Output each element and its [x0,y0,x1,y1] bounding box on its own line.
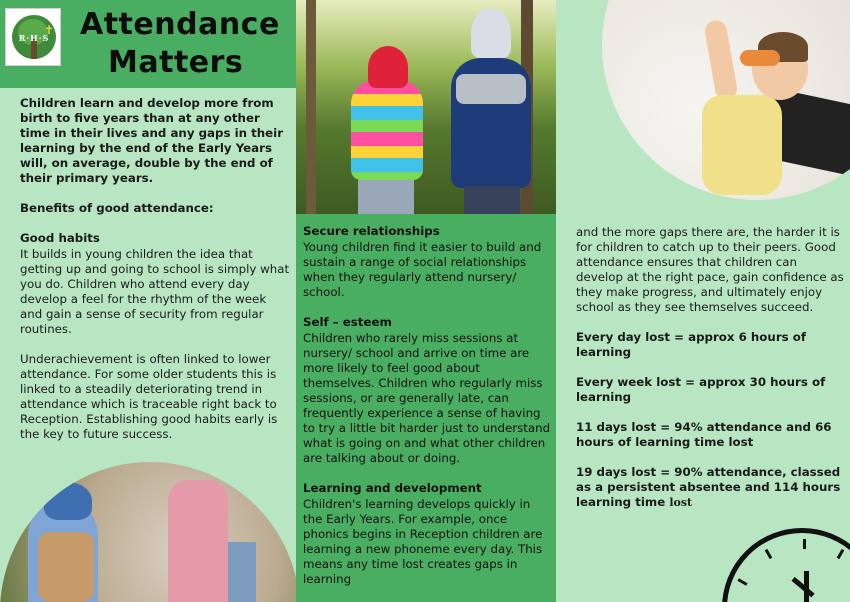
underachievement-text: Underachievement is often linked to lower attendance. For some older students this is linked to a steadily deteriorating trend in attendance which is traceable right back to Reception. Establishing good habits early is the key to future success. [20,352,278,441]
photo-superhero-boy [602,0,850,200]
intro-paragraph: Children learn and develop more from birth to five years than at any other time in their lives and any gaps in their learning by the end of the Early Years will, on average, double by the end of their primary years. [20,96,284,185]
stat-11-days: 11 days lost = 94% attendance and 66 hours of learning time lost [576,420,832,449]
stat-19-days-tail: lost [669,496,693,509]
photo-cap [44,482,92,520]
photo-child1-legs [358,180,414,214]
clock-tick [765,549,773,559]
self-esteem-heading: Self – esteem [303,315,392,329]
photo-child2-legs [464,186,520,214]
good-habits-text: It builds in young children the idea that getting up and going to school is simply what you do. Children who attend every day develop a feel for the rhythm of the week and gain a sense of security from regular routines. [20,247,290,336]
photo-scarf [456,74,526,104]
clock-tick [837,549,845,559]
stat-every-day: Every day lost = approx 6 hours of learning [576,330,806,359]
continuation-text: and the more gaps there are, the harder it is for children to catch up to their peers. Good attendance ensures that children can develop at the right pace, gain confidence as they make progress, and ultimately enjoy school as they see themselves succeed. [576,225,844,314]
middle-text-block [303,224,551,587]
photo-raised-arm [703,19,739,102]
school-logo [5,8,61,66]
right-panel [556,0,850,602]
photo-child-rainbow-coat [351,80,423,180]
secure-heading: Secure relationships [303,224,440,238]
photo-walking-to-school [0,462,296,602]
photo-children-woods [296,0,556,214]
good-habits-heading: Good habits [20,231,100,245]
title-line1: Attendance [80,7,280,42]
photo-yellow-shirt [702,95,782,195]
stat-every-week: Every week lost = approx 30 hours of learning [576,375,826,404]
photo-adult [168,480,228,602]
photo-tree-left [306,0,316,214]
clock-tick [803,539,806,549]
page-title [80,6,290,82]
left-panel [0,0,296,602]
stat-19-days-main: 19 days lost = 90% attendance, classed as a persistent absentee and 114 hours learning time [576,465,841,509]
clock-tick [737,578,747,586]
photo-grey-hat [471,8,511,58]
learning-heading: Learning and development [303,481,482,495]
right-text-block [576,224,844,510]
secure-text: Young children find it easier to build and sustain a range of social relationships when they regularly attend nursery/ school. [303,240,542,299]
middle-panel [296,0,556,602]
photo-backpack [38,532,94,602]
stat-19-days [576,465,844,510]
logo-text: R·H·S [18,33,50,43]
photo-red-hat [368,46,408,88]
learning-text: Children's learning develops quickly in the Early Years. For example, once phonics begins in Reception children are learning a new phoneme every day. This means any time lost creates gaps in learning [303,497,543,586]
benefits-heading: Benefits of good attendance: [20,201,214,215]
self-esteem-text: Children who rarely miss sessions at nursery/ school and arrive on time are more likely to feel good about themselves. Children who regularly miss sessions, or are generally late, can frequently experience a sense of having to try a little bit harder just to understand what is going on and what other children are talking about or doing. [303,331,551,465]
left-text-block [20,96,290,442]
title-line2: Matters [108,45,244,80]
cross-icon: ✝ [43,23,54,37]
photo-goggles [740,50,780,66]
